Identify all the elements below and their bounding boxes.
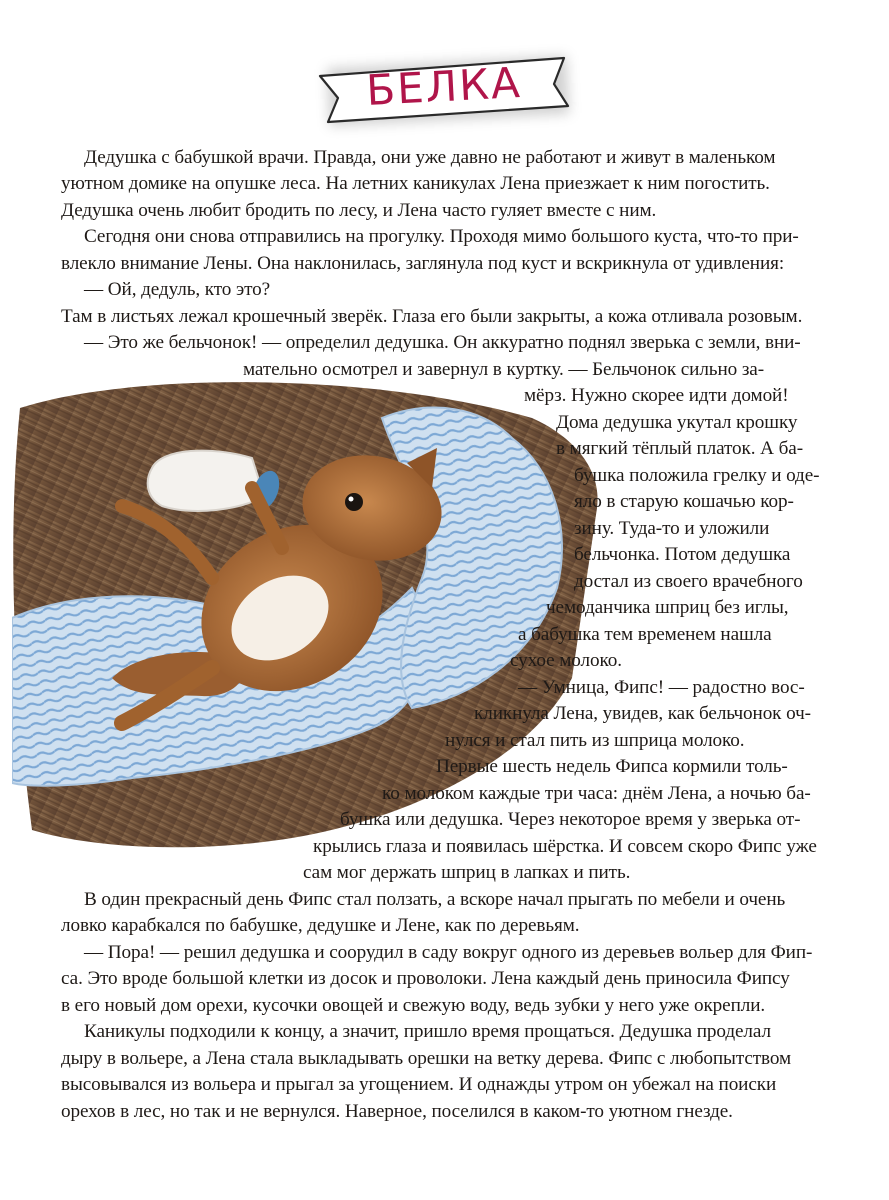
text-line: Первые шесть недель Фипса кормили толь- [436,756,788,777]
text-line: В один прекрасный день Фипс стал ползать, а вскоре начал прыгать по мебели и очень [84,889,786,910]
text-line: бельчонка. Потом дедушка [574,544,791,565]
text-line: — Пора! — решил дедушка и соорудил в саду вокруг одного из деревьев вольер для Фип- [84,942,813,963]
eye-highlight [349,497,354,502]
banner-ribbon [318,54,570,116]
squirrel-eye [345,493,363,511]
text-line: зину. Туда-то и уложили [574,518,770,539]
text-line: бушка положила грелку и оде- [574,465,820,486]
text-line: — Ой, дедуль, кто это? [84,279,271,300]
text-line: Дедушка с бабушкой врачи. Правда, они уже давно не работают и живут в маленьком [84,147,776,168]
text-line: са. Это вроде большой клетки из досок и проволоки. Лена каждый день приносила Фипсу [61,968,790,989]
text-line: сухое молоко. [510,650,622,671]
text-line: уютном домике на опушке леса. На летних каникулах Лена приезжает к ним погостить. [61,173,770,194]
text-line: мательно осмотрел и завернул в куртку. — Бельчонок сильно за- [243,359,765,380]
text-line: ко молоком каждые три часа: днём Лена, а ночью ба- [382,783,811,804]
text-line: чемоданчика шприц без иглы, [546,597,789,618]
text-line: а бабушка тем временем нашла [518,624,772,645]
text-line: Там в листьях лежал крошечный зверёк. Глаза его были закрыты, а кожа отливала розовым. [61,306,803,327]
text-line: орехов в лес, но так и не вернулся. Наверное, поселился в каком-то уютном гнезде. [61,1101,733,1122]
text-line: Сегодня они снова отправились на прогулку. Проходя мимо большого куста, что-то при- [84,226,799,247]
text-line: бушка или дедушка. Через некоторое время у зверька от- [340,809,801,830]
text-line: дыру в вольере, а Лена стала выкладывать орешки на ветку дерева. Фипс с любопытством [61,1048,792,1069]
text-line: Дома дедушка укутал крошку [556,412,798,433]
text-line: высовывался из вольера и прыгал за угощением. И однажды утром он убежал на поиски [61,1074,777,1095]
text-line: Каникулы подходили к концу, а значит, пришло время прощаться. Дедушка проделал [84,1021,771,1042]
text-line: крылись глаза и появилась шёрстка. И совсем скоро Фипс уже [313,836,817,857]
text-line: — Это же бельчонок! — определил дедушка. Он аккуратно поднял зверька с земли, вни- [84,332,801,353]
text-line: ловко карабкался по бабушке, дедушке и Лене, как по деревьям. [61,915,580,936]
text-line: влекло внимание Лены. Она наклонилась, заглянула под куст и вскрикнула от удивления: [61,253,785,274]
text-line: Дедушка очень любит бродить по лесу, и Лена часто гуляет вместе с ним. [61,200,657,221]
text-line: — Умница, Фипс! — радостно вос- [518,677,805,698]
text-line: в его новый дом орехи, кусочки овощей и свежую воду, ведь зубки у него уже окрепли. [61,995,766,1016]
title-banner [318,46,570,124]
text-line: достал из своего врачебного [574,571,803,592]
text-line: яло в старую кошачью кор- [574,491,794,512]
text-line: нулся и стал пить из шприца молоко. [445,730,745,751]
text-line: сам мог держать шприц в лапках и пить. [303,862,631,883]
text-line: в мягкий тёплый платок. А ба- [556,438,803,459]
text-line: мёрз. Нужно скорее идти домой! [524,385,789,406]
page-title: БЕЛКА [365,57,523,116]
text-line: кликнула Лена, увидев, как бельчонок оч- [474,703,811,724]
